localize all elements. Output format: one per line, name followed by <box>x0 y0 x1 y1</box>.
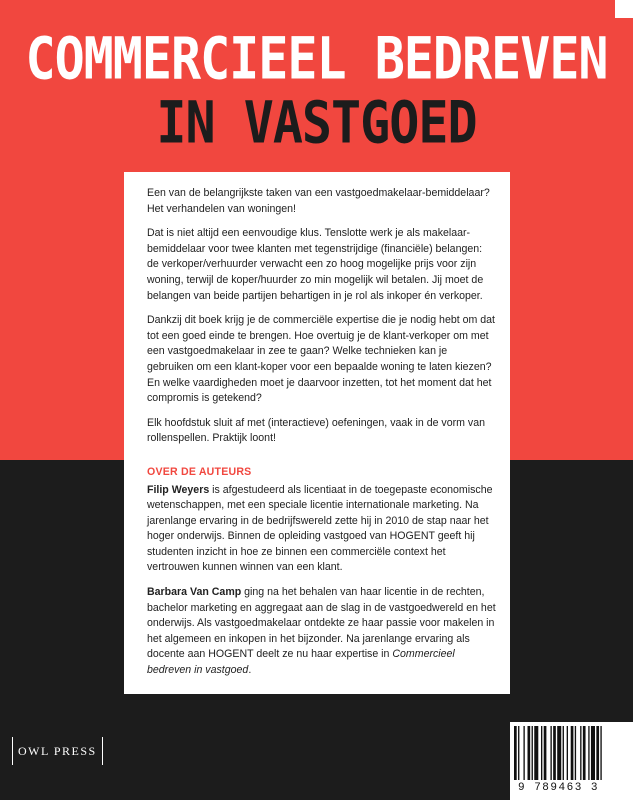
blurb-paragraph-2: Dat is niet altijd een eenvoudige klus. Tenslotte werk je als makelaar-bemiddelaar voor twee klanten met tegenstrijdige (financiële) belangen: de verkoper/verhuurder verwacht een zo hoog mogelijke prijs voor zijn woning, terwijl de koper/huurder zo min mogelijk wil betalen. Jij moet de belangen van beide partijen behartigen in je rol als inkoper én verkoper. <box>147 227 484 302</box>
barcode-bar <box>563 726 564 780</box>
barcode-bar <box>557 726 561 780</box>
blurb-paragraph-4: Elk hoofdstuk sluit af met (interactieve) oefeningen, vaak in de vorm van rollenspellen. Praktijk loont! <box>147 416 485 445</box>
barcode-bar <box>532 726 533 780</box>
barcode-bar <box>528 726 531 780</box>
author-bio-1 <box>147 483 496 577</box>
author-bio-1-text: is afgestudeerd als licentiaat in de toegepaste economische wetenschappen, met een speciale licentie internationale marketing. Na jarenlange ervaring in de bedrijfswereld zette hij in 2010 de stap naar het hoger onderwijs. Binnen de opleiding vastgoed van HOGENT geeft hij studenten inzicht in hoe ze binnen een commerciële context het vertrouwen kunnen winnen van een klant. <box>147 483 493 574</box>
barcode-bar <box>523 726 524 780</box>
barcode-bar <box>575 726 576 780</box>
book-title-reference: Commercieel bedreven in vastgoed <box>147 648 455 677</box>
blurb-panel <box>124 172 510 694</box>
barcode-bar <box>583 726 586 780</box>
author-bio-2-end: . <box>248 664 252 677</box>
authors-heading: OVER DE AUTEURS <box>147 465 252 478</box>
barcode-bar <box>591 726 595 780</box>
blurb-paragraph-1: Een van de belangrijkste taken van een vastgoedmakelaar-bemiddelaar? Het verhandelen van woningen! <box>147 187 490 215</box>
isbn-barcode <box>510 722 633 800</box>
corner-mark <box>615 0 633 18</box>
blurb-paragraph-3: Dankzij dit boek krijg je de commerciële expertise die je nodig hebt om dat tot een goed einde te brengen. Hoe overtuig je de klant-verkoper om met een vastgoedmakelaar in zee te gaan? Welke technieken kan je gebruiken om een klant-koper voor een bepaalde woning te laten kiezen? En welke vaardigheden moet je daarvoor inzetten, tot het moment dat het compromis is getekend? <box>147 314 496 405</box>
author-name-1: Filip Weyers <box>147 483 210 496</box>
author-name-2: Barbara Van Camp <box>147 586 242 599</box>
title-line-2: IN VASTGOED <box>156 89 477 157</box>
barcode-bar <box>534 726 538 780</box>
barcode-bar <box>553 726 556 780</box>
author-bio-2-text: ging na het behalen van haar licentie in de rechten, bachelor marketing en aggregaat aan de slag in de vastgoedwereld en het onderwijs. Als vastgoedmakelaar ontdekte ze haar passie voor makelen in het algemeen en inkopen in het bijzonder. Na jarenlange ervaring als docente aan HOGENT deelt ze nu haar expertise in <box>147 586 496 661</box>
barcode-bar <box>588 726 589 780</box>
barcode-bar <box>550 726 551 780</box>
barcode-bar <box>514 726 517 780</box>
barcode-bar <box>596 726 599 780</box>
barcode-bar <box>567 726 568 780</box>
barcode-bar <box>600 726 601 780</box>
barcode-bar <box>571 726 574 780</box>
isbn-number: 9 789463 3 <box>518 782 600 794</box>
barcode-bars <box>510 722 633 782</box>
barcode-bar <box>518 726 519 780</box>
author-bio-2 <box>147 585 496 679</box>
barcode-bar <box>580 726 581 780</box>
barcode-bar <box>541 726 542 780</box>
barcode-bar <box>544 726 547 780</box>
publisher-logo: OWL PRESS <box>12 737 103 765</box>
title-line-1: COMMERCIEEL BEDREVEN <box>25 25 608 93</box>
